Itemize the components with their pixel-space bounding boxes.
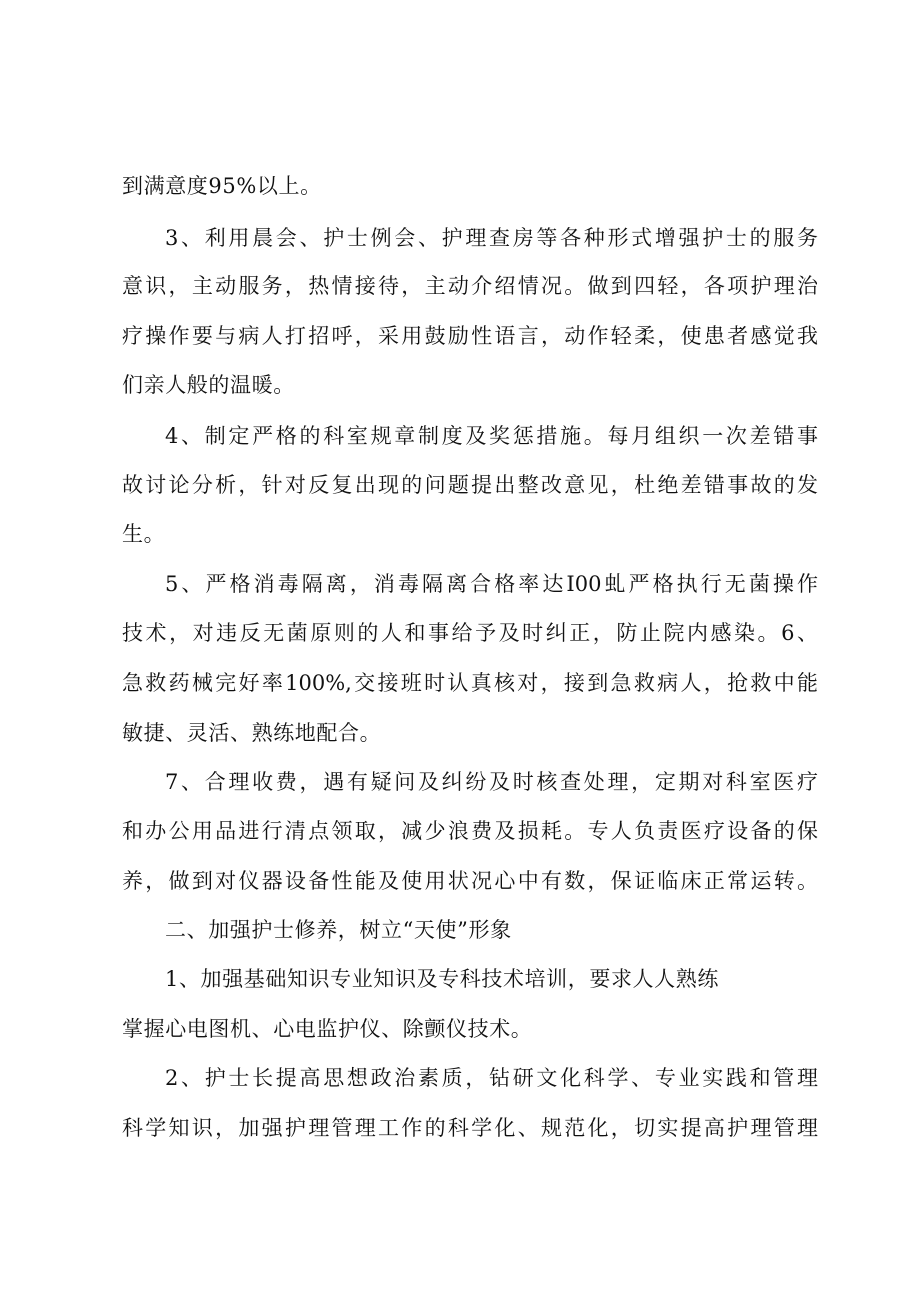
section-heading: 二、加强护士修养，树立“天使”形象: [165, 918, 512, 942]
text-line: 们亲人般的温暖。: [122, 373, 295, 397]
text-line: 4、制定严格的科室规章制度及奖惩措施。每月组织一次差错事: [165, 424, 818, 448]
text-line: 急救药械完好率100%,交接班时认真核对，接到急救病人，抢救中能: [122, 671, 818, 695]
text-line: 意识，主动服务，热情接待，主动介绍情况。做到四轻，各项护理治: [122, 274, 818, 298]
text-line: 科学知识，加强护理管理工作的科学化、规范化，切实提高护理管理: [122, 1116, 818, 1140]
text-line: 7、合理收费，遇有疑问及纠纷及时核查处理，定期对科室医疗: [165, 770, 818, 794]
text-line: 生。: [122, 522, 166, 546]
text-line: 敏捷、灵活、熟练地配合。: [122, 721, 382, 745]
text-line: 2、护士长提高思想政治素质，钻研文化科学、专业实践和管理: [165, 1066, 818, 1090]
text-line: 掌握心电图机、心电监护仪、除颤仪技术。: [122, 1017, 533, 1041]
text-line: 和办公用品进行清点领取，减少浪费及损耗。专人负责医疗设备的保: [122, 819, 818, 843]
text-line: 1、加强基础知识专业知识及专科技术培训，要求人人熟练: [165, 967, 719, 991]
text-line: 故讨论分析，针对反复出现的问题提出整改意见，杜绝差错事故的发: [122, 473, 818, 497]
text-line: 到满意度95%以上。: [122, 174, 322, 198]
text-line: 技术，对违反无菌原则的人和事给予及时纠正，防止院内感染。6、: [122, 621, 818, 645]
text-line: 养，做到对仪器设备性能及使用状况心中有数，保证临床正常运转。: [122, 869, 818, 893]
text-line: 疗操作要与病人打招呼，采用鼓励性语言，动作轻柔，使患者感觉我: [122, 324, 818, 348]
text-line: 5、严格消毒隔离，消毒隔离合格率达I00虬严格执行无菌操作: [165, 572, 818, 596]
text-line: 3、利用晨会、护士例会、护理查房等各种形式增强护士的服务: [165, 226, 818, 250]
